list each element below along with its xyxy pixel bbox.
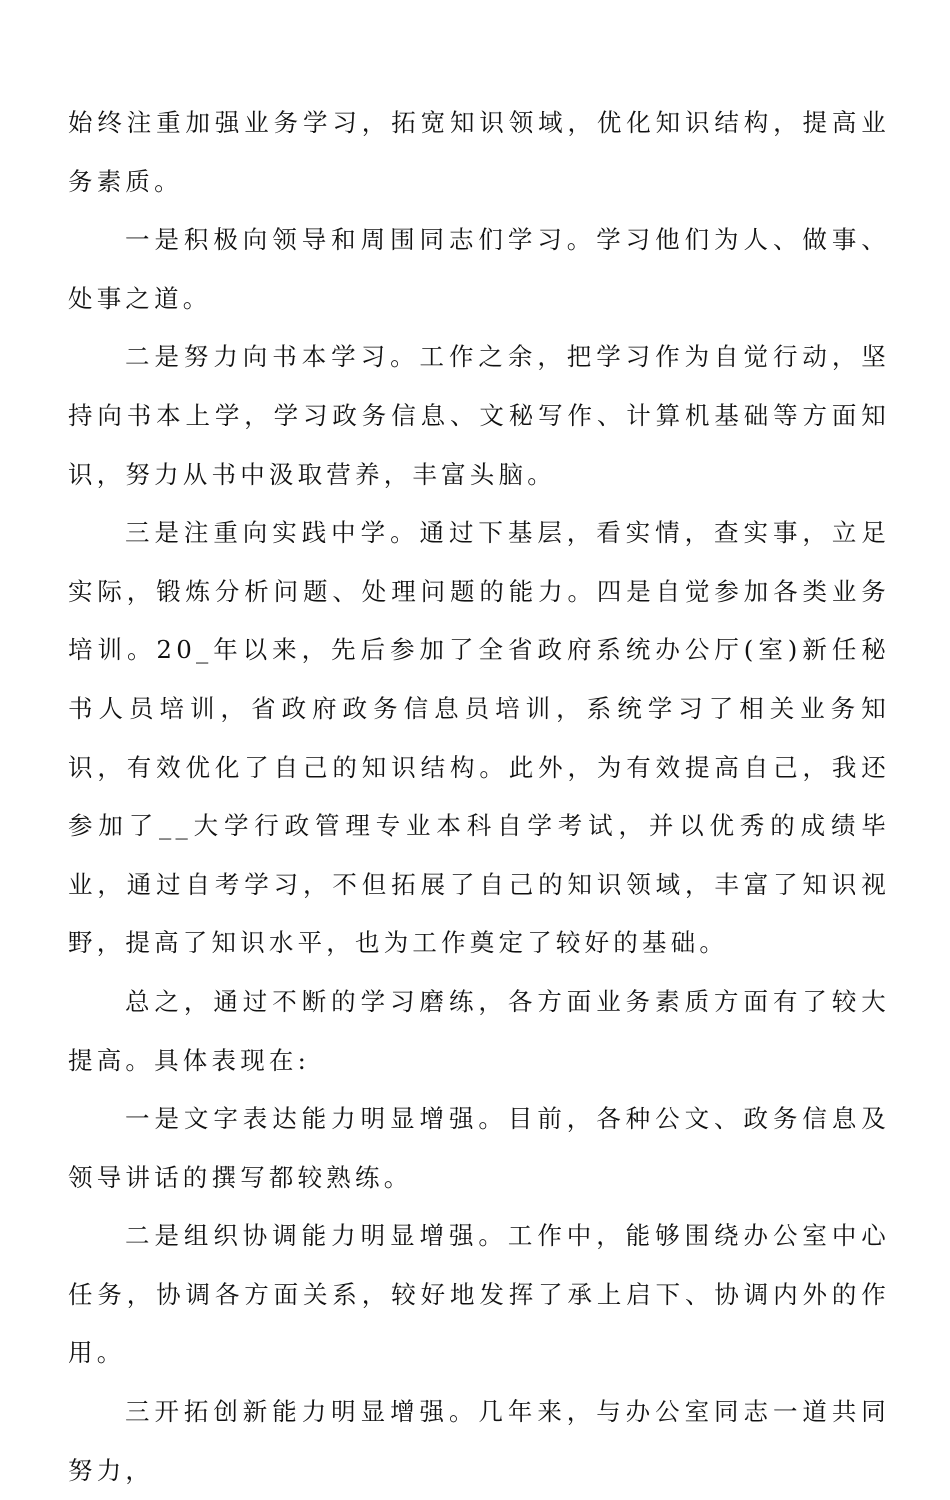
paragraph-continuation: 始终注重加强业务学习，拓宽知识领域，优化知识结构，提高业务素质。	[68, 108, 890, 196]
paragraph-learn-from-colleagues: 一是积极向领导和周围同志们学习。学习他们为人、做事、处事之道。	[68, 225, 890, 313]
paragraph-summary: 总之，通过不断的学习磨练，各方面业务素质方面有了较大提高。具体表现在:	[68, 986, 890, 1075]
paragraph-learn-from-books: 二是努力向书本学习。工作之余，把学习作为自觉行动，坚持向书本上学，学习政务信息、文秘写作、计算机基础等方面知识，努力从书中汲取营养，丰富头脑。	[68, 342, 890, 489]
paragraph-coordination-ability: 二是组织协调能力明显增强。工作中，能够围绕办公室中心任务，协调各方面关系，较好地发挥了承上启下、协调内外的作用。	[68, 1221, 890, 1368]
paragraph-innovation-ability: 三开拓创新能力明显增强。几年来，与办公室同志一道共同努力，	[68, 1397, 890, 1485]
paragraph-learn-from-practice: 三是注重向实践中学。通过下基层，看实情，查实事，立足实际，锻炼分析问题、处理问题的能力。四是自觉参加各类业务培训。20_年以来，先后参加了全省政府系统办公厅(室)新任秘书人员培训，省政府政务信息员培训，系统学习了相关业务知识，有效优化了自己的知识结构。此外，为有效提高自己，我还参加了__大学行政管理专业本科自学考试，并以优秀的成绩毕业，通过自考学习，不但拓展了自己的知识领域，丰富了知识视野，提高了知识水平，也为工作奠定了较好的基础。	[68, 518, 890, 958]
paragraph-writing-ability: 一是文字表达能力明显增强。目前，各种公文、政务信息及领导讲话的撰写都较熟练。	[68, 1104, 890, 1192]
document-body	[68, 94, 890, 1500]
